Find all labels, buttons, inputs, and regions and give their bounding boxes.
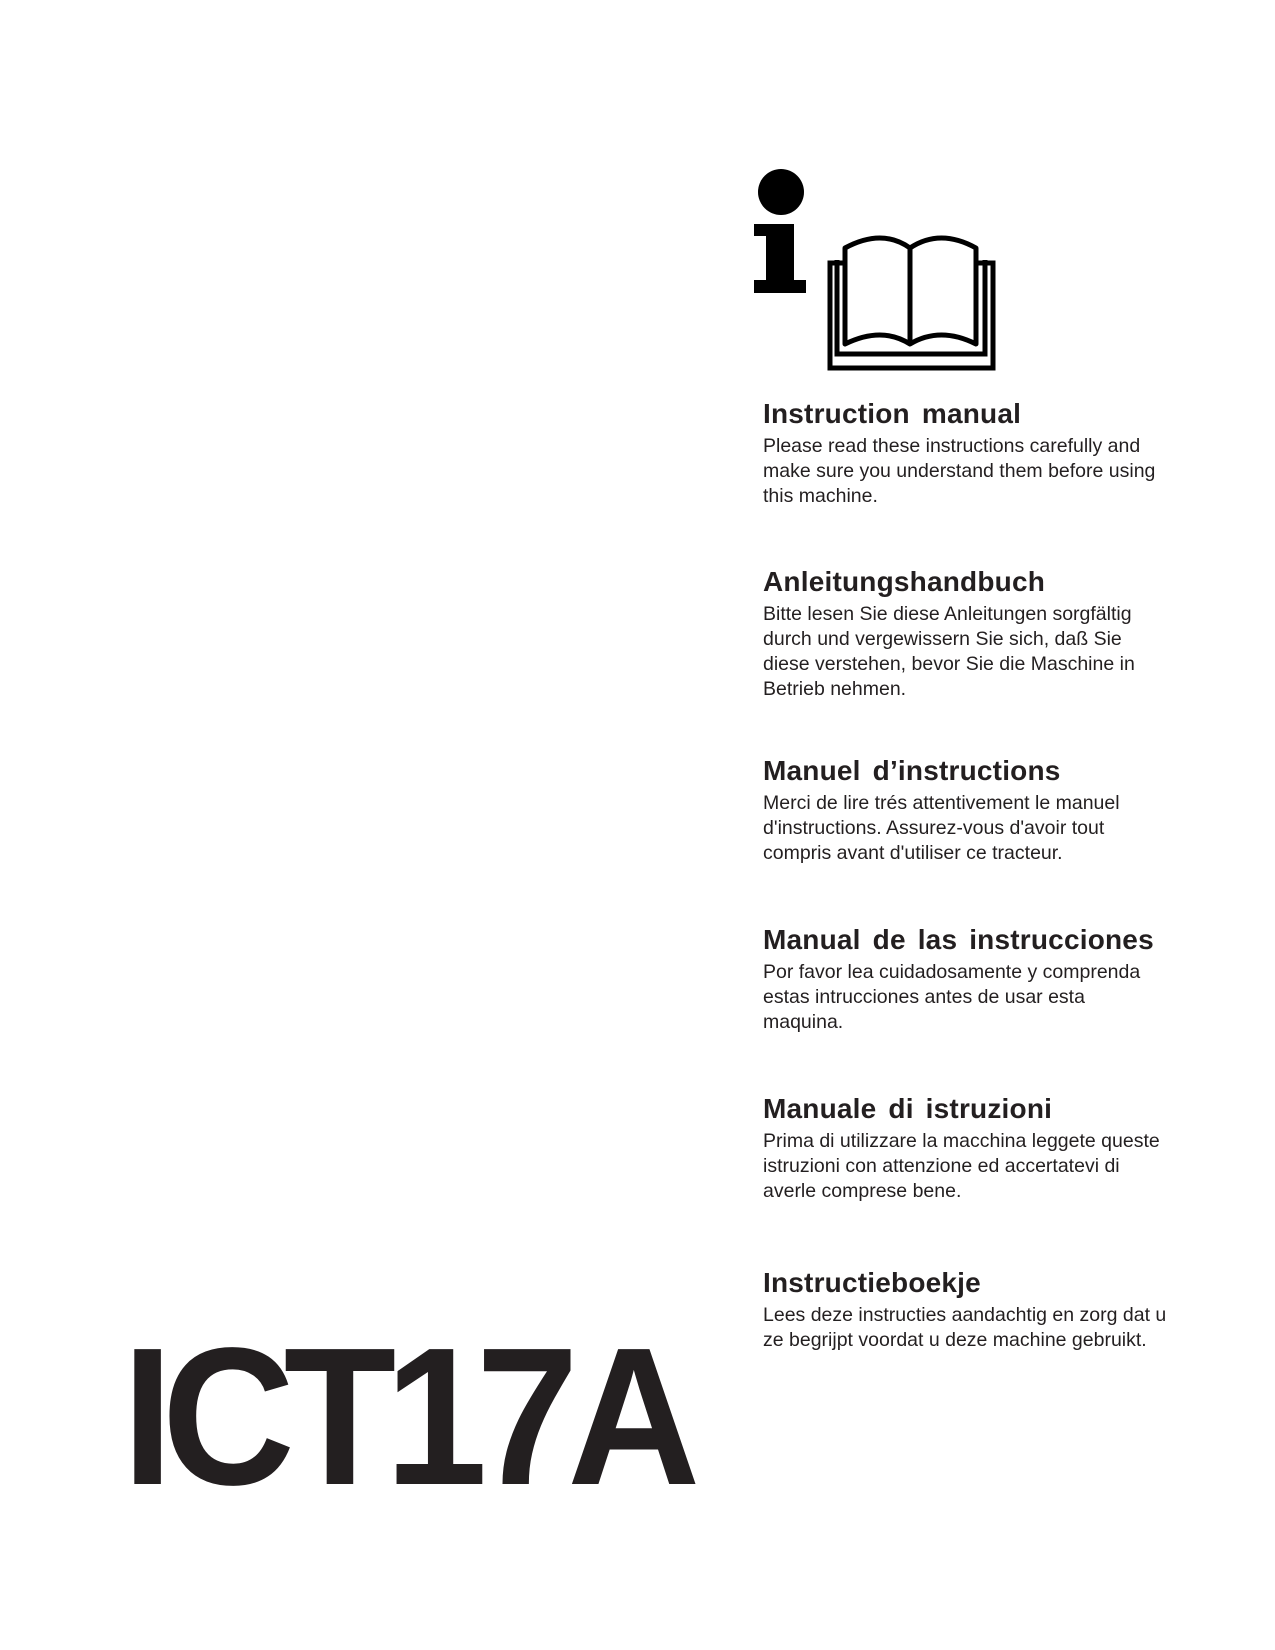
section-german — [763, 566, 1203, 755]
section-text: Bitte lesen Sie diese Anleitungen sorgfältig durch und vergewissern Sie sich, daß Sie diese verstehen, bevor Sie die Maschine in Betrieb nehmen. — [763, 603, 1135, 700]
section-title: Manuale di istruzioni — [763, 1093, 1053, 1124]
section-title: Instruction manual — [763, 398, 1022, 429]
model-number: ICT17A — [122, 1307, 690, 1526]
section-french — [763, 755, 1203, 924]
section-title: Manuel d’instructions — [763, 755, 1061, 786]
section-text: Merci de lire trés attentivement le manuel d'instructions. Assurez-vous d'avoir tout compris avant d'utiliser ce tracteur. — [763, 792, 1120, 864]
section-title: Anleitungshandbuch — [763, 566, 1046, 597]
info-book-icon — [754, 168, 1014, 373]
section-italian — [763, 1093, 1203, 1267]
section-text: Please read these instructions carefully and make sure you understand them before using this machine. — [763, 435, 1156, 507]
section-title: Instructieboekje — [763, 1267, 981, 1298]
section-text: Prima di utilizzare la macchina leggete queste istruzioni con attenzione ed accertatevi di averle comprese bene. — [763, 1130, 1160, 1202]
section-text: Lees deze instructies aandachtig en zorg dat u ze begrijpt voordat u deze machine gebruikt. — [763, 1304, 1167, 1351]
section-title: Manual de las instrucciones — [763, 924, 1154, 955]
section-english — [763, 398, 1203, 566]
section-dutch — [763, 1267, 1203, 1367]
section-text: Por favor lea cuidadosamente y comprenda estas intrucciones antes de usar esta maquina. — [763, 961, 1141, 1033]
section-spanish — [763, 924, 1203, 1093]
instruction-sections — [763, 398, 1203, 1367]
